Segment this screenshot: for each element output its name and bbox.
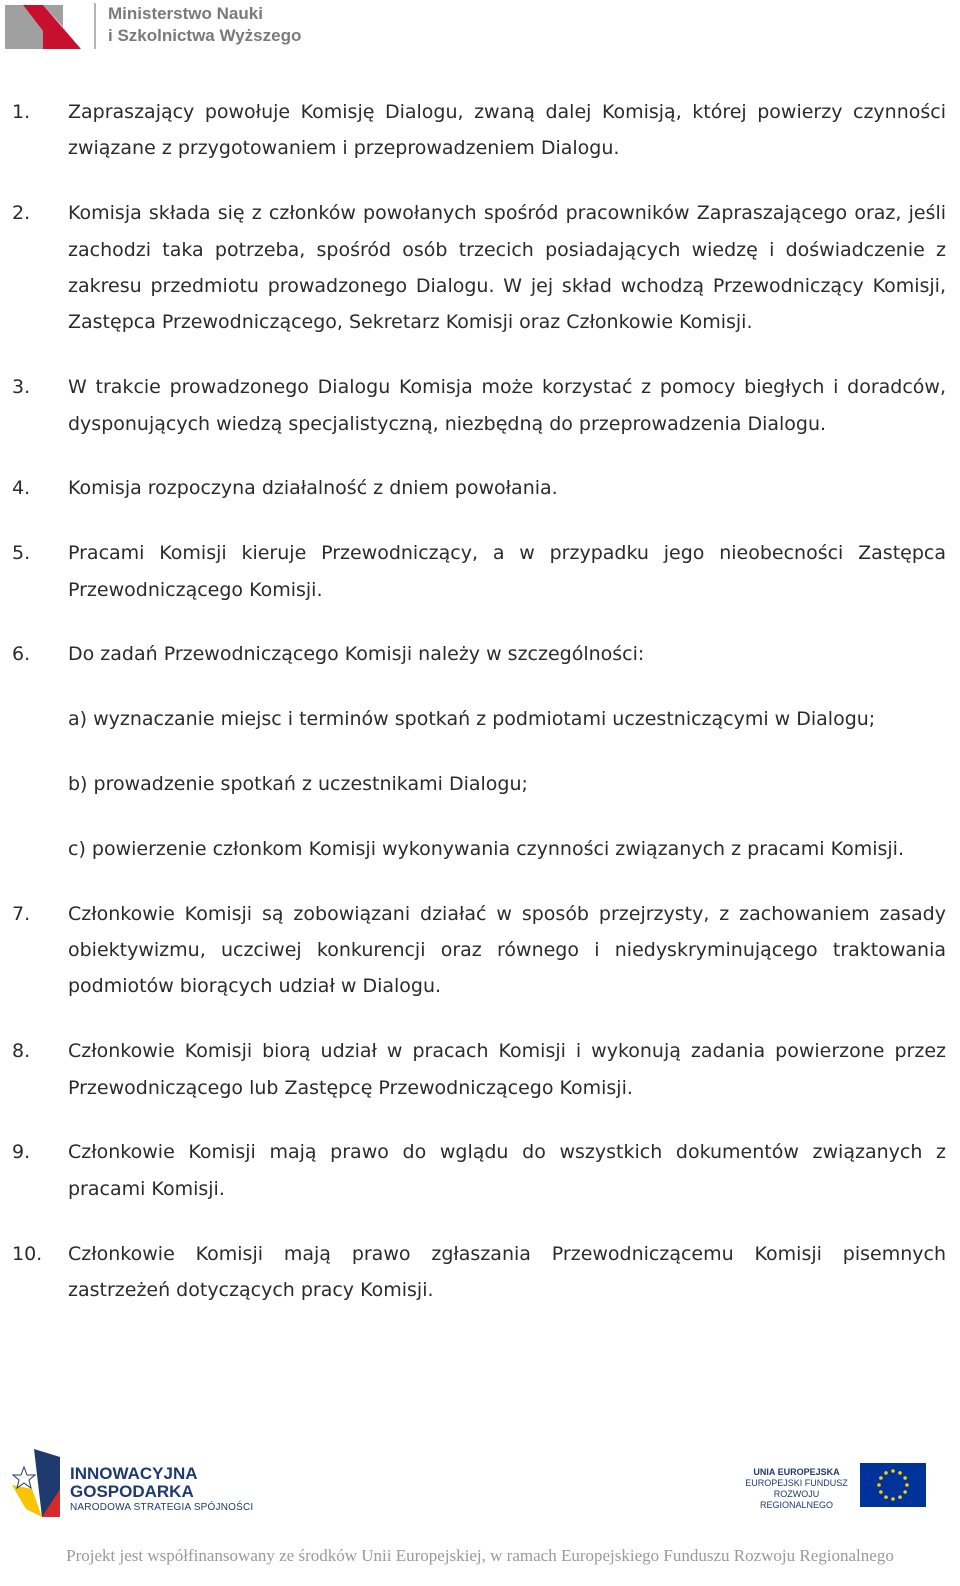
- item-number: 1.: [12, 101, 31, 123]
- item-text: Zapraszający powołuje Komisję Dialogu, zwaną dalej Komisją, której powierzy czynności związane z przygotowaniem i przeprowadzeniem Dialogu.: [68, 101, 946, 160]
- header-divider: [94, 3, 96, 49]
- letterhead: [0, 0, 960, 60]
- eu-star: [877, 1483, 881, 1487]
- eu-line2: EUROPEJSKI FUNDUSZ: [745, 1478, 848, 1488]
- item-text: Członkowie Komisji są zobowiązani działać w sposób przejrzysty, z zachowaniem zasady obiektywizmu, uczciwej konkurencji oraz równego i niedyskryminującego traktowania podmiotów biorących udział w Dialogu.: [68, 902, 946, 998]
- innowacyjna-gospodarka-text: [70, 1465, 253, 1515]
- sub-list-item: [12, 831, 946, 867]
- item-text: Członkowie Komisji mają prawo do wglądu do wszystkich dokumentów związanych z pracami Komisji.: [68, 1141, 946, 1200]
- sub-item-text: b) prowadzenie spotkań z uczestnikami Dialogu;: [68, 773, 528, 796]
- eu-star: [891, 1469, 895, 1473]
- list-item: [12, 470, 946, 506]
- sub-list-item: [12, 766, 946, 802]
- item-number: 4.: [12, 477, 31, 500]
- item-text: Komisja składa się z członków powołanych spośród pracowników Zapraszającego oraz, jeśli zachodzi taka potrzeba, spośród osób trzecich posiadających wiedzę i doświadczenie z zakresu przedmiotu prowadzonego Dialogu. W jej skład wchodzą Przewodniczący Komisji, Zastępca Przewodniczącego, Sekretarz Komisji oraz Członkowie Komisji.: [68, 202, 946, 334]
- list-item: [12, 535, 946, 608]
- item-number: 6.: [12, 643, 31, 666]
- ministry-name-line2: i Szkolnictwa Wyższego: [108, 26, 302, 45]
- eu-star: [898, 1495, 902, 1499]
- eu-star: [884, 1495, 888, 1499]
- eu-star: [891, 1497, 895, 1501]
- eu-star: [898, 1471, 902, 1475]
- eu-star: [879, 1490, 883, 1494]
- innowacyjna-gospodarka-icon: [12, 1449, 60, 1517]
- sub-list-item: [12, 701, 946, 737]
- item-number: 9.: [12, 1141, 31, 1164]
- item-text: Członkowie Komisji mają prawo zgłaszania Przewodniczącemu Komisji pisemnych zastrzeżeń dotyczących pracy Komisji.: [68, 1242, 946, 1302]
- eu-star: [903, 1476, 907, 1480]
- item-text: Pracami Komisji kieruje Przewodniczący, a w przypadku jego nieobecności Zastępca Przewodniczącego Komisji.: [68, 542, 946, 601]
- list-item: [12, 1134, 946, 1207]
- ig-title-line2: GOSPODARKA: [70, 1482, 194, 1501]
- item-number: 7.: [12, 902, 31, 925]
- eu-fund-text: [740, 1467, 853, 1511]
- item-number: 10.: [12, 1242, 43, 1265]
- item-number: 8.: [12, 1040, 31, 1063]
- list-item: [12, 94, 946, 167]
- item-number: 5.: [12, 542, 31, 565]
- eu-line1: UNIA EUROPEJSKA: [753, 1467, 840, 1477]
- eu-star: [905, 1483, 909, 1487]
- ig-subtitle: NARODOWA STRATEGIA SPÓJNOŚCI: [70, 1502, 254, 1513]
- list-item: [12, 896, 946, 1005]
- item-text: W trakcie prowadzonego Dialogu Komisja może korzystać z pomocy biegłych i doradców, dysponujących wiedzą specjalistyczną, niezbędną do przeprowadzenia Dialogu.: [68, 376, 946, 435]
- list-item: [12, 369, 946, 442]
- eu-star: [884, 1471, 888, 1475]
- sub-item-text: c) powierzenie członkom Komisji wykonywania czynności związanych z pracami Komisji.: [68, 837, 904, 860]
- list-item: [12, 195, 946, 341]
- document-body: [12, 94, 946, 1337]
- footer-logos: [0, 1445, 960, 1525]
- funding-note: Projekt jest współfinansowany ze środków Unii Europejskiej, w ramach Europejskiego Funduszu Rozwoju Regionalnego: [66, 1546, 894, 1565]
- ministry-name: [108, 3, 301, 47]
- item-text: Członkowie Komisji biorą udział w pracach Komisji i wykonują zadania powierzone przez Przewodniczącego lub Zastępcę Przewodniczącego Komisji.: [68, 1040, 946, 1099]
- ig-title-line1: INNOWACYJNA: [70, 1464, 198, 1483]
- sub-item-text: a) wyznaczanie miejsc i terminów spotkań z podmiotami uczestniczącymi w Dialogu;: [68, 708, 876, 731]
- ministry-name-line1: Ministerstwo Nauki: [108, 4, 263, 23]
- eu-flag-icon: [860, 1463, 926, 1507]
- item-text: Do zadań Przewodniczącego Komisji należy w szczególności:: [68, 643, 645, 666]
- list-item: [12, 1236, 946, 1309]
- item-number: 3.: [12, 376, 31, 399]
- list-item: [12, 1033, 946, 1106]
- eu-star: [903, 1490, 907, 1494]
- list-item: [12, 636, 946, 672]
- eu-star: [879, 1476, 883, 1480]
- mnisw-logo-icon: [5, 5, 81, 49]
- item-number: 2.: [12, 202, 31, 225]
- eu-line3: ROZWOJU REGIONALNEGO: [759, 1489, 833, 1510]
- item-text: Komisja rozpoczyna działalność z dniem powołania.: [68, 477, 558, 500]
